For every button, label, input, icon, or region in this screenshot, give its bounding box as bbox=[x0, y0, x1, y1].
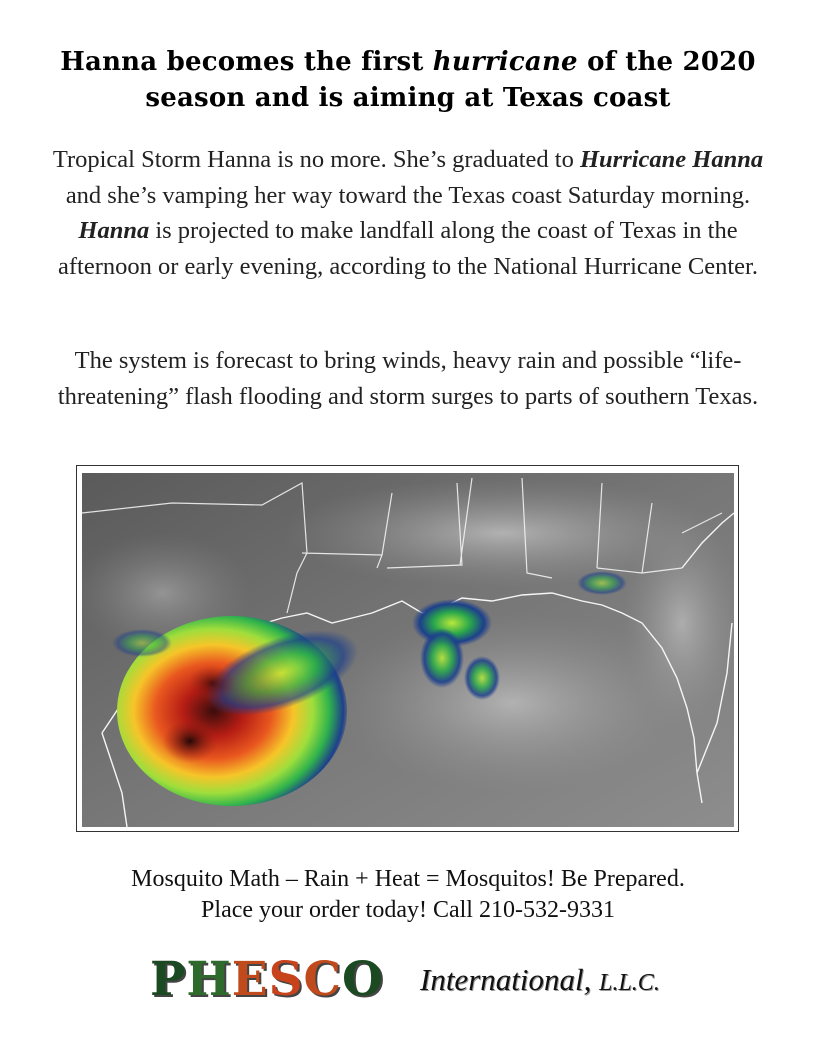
logo-letter: E bbox=[231, 952, 269, 1007]
paragraph-1-text-2: and she’s vamping her way toward the Texas coast Saturday morning. bbox=[65, 181, 751, 209]
satellite-image-frame bbox=[76, 465, 739, 832]
cta-line-2: Place your order today! Call 210-532-9331 bbox=[201, 897, 615, 923]
logo-letter: O bbox=[341, 952, 384, 1007]
headline-text-1: Hanna becomes the first bbox=[60, 47, 433, 77]
logo-letter: P bbox=[150, 952, 187, 1007]
logo-letter: H bbox=[186, 952, 232, 1007]
rain-band-texas bbox=[112, 629, 172, 657]
article-paragraph-1 bbox=[52, 142, 764, 284]
hurricane-eye bbox=[162, 719, 218, 763]
paragraph-1-text-1: Tropical Storm Hanna is no more. She’s graduated to bbox=[52, 146, 580, 173]
logo-letter: S bbox=[268, 952, 304, 1007]
rain-band-gulf-1 bbox=[420, 628, 464, 688]
paragraph-1-emphasis-1: Hurricane Hanna bbox=[580, 146, 764, 173]
phesco-logo bbox=[150, 952, 670, 1007]
satellite-image bbox=[82, 473, 734, 827]
headline bbox=[40, 44, 776, 116]
rain-band-gulf-2 bbox=[464, 656, 500, 700]
rain-band-mississippi bbox=[577, 571, 627, 595]
article-paragraph-2: The system is forecast to bring winds, heavy rain and possible “life-threatening” flash flooding and storm surges to parts of southern Texas. bbox=[57, 347, 759, 410]
headline-emphasis: hurricane bbox=[432, 47, 578, 77]
hurricane-core-north bbox=[188, 665, 236, 701]
logo-international: International, bbox=[420, 962, 592, 997]
logo-suffix bbox=[420, 963, 660, 1000]
logo-llc: L.L.C. bbox=[599, 970, 660, 996]
logo-letter: C bbox=[303, 952, 342, 1007]
paragraph-1-emphasis-2: Hanna bbox=[78, 217, 150, 244]
paragraph-1-text-3: is projected to make landfall along the coast of Texas in the afternoon or early evening, according to the National Hurricane Center. bbox=[57, 217, 758, 280]
cta-line-1: Mosquito Math – Rain + Heat = Mosquitos! Be Prepared. bbox=[131, 866, 685, 892]
headline-text-2: of the 2020 season and is aiming at Texas coast bbox=[145, 47, 756, 113]
call-to-action bbox=[40, 864, 776, 926]
phesco-wordmark bbox=[150, 952, 384, 1007]
